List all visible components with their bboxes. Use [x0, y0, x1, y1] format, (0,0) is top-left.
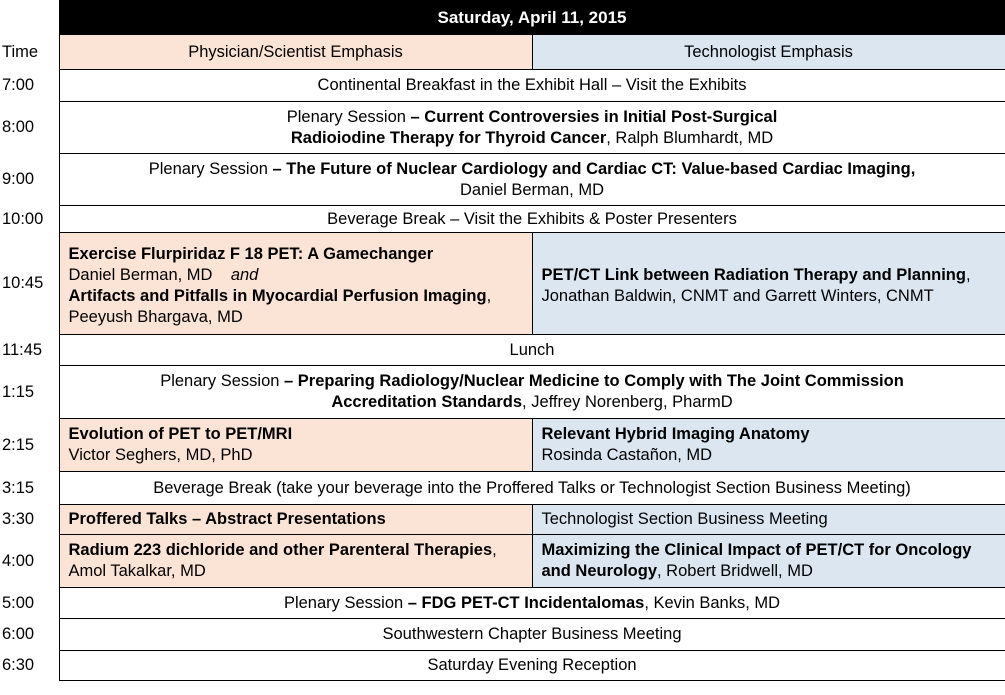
session-prefix: Plenary Session	[286, 107, 411, 126]
session-plenary-joint-commission	[59, 366, 1005, 419]
session-title: Proffered Talks – Abstract Presentations	[68, 510, 386, 528]
session-chapter-business-meeting: Southwestern Chapter Business Meeting	[59, 619, 1005, 651]
schedule-row-315	[0, 472, 1005, 505]
session-speaker: , Robert Bridwell, MD	[657, 562, 813, 580]
session-title: PET/CT Link between Radiation Therapy and Planning	[541, 265, 966, 284]
session-flurpiridaz	[59, 233, 532, 335]
schedule-row-1145	[0, 335, 1005, 366]
time-label: 7:00	[2, 76, 35, 94]
time-label: 2:15	[2, 435, 35, 454]
session-title: Relevant Hybrid Imaging Anatomy	[541, 425, 810, 443]
schedule-row-400	[0, 535, 1005, 588]
session-plenary-incidentalomas	[59, 588, 1005, 619]
session-title: – The Future of Nuclear Cardiology and Cardiac CT: Value-based Cardiac Imaging,	[272, 159, 916, 178]
time-label: 9:00	[2, 170, 35, 188]
schedule-row-500	[0, 588, 1005, 619]
date-header: Saturday, April 11, 2015	[59, 1, 1005, 35]
session-title: Exercise Flurpiridaz F 18 PET: A Gamechanger	[68, 244, 434, 263]
session-prefix: Plenary Session	[283, 593, 408, 612]
physician-column-header: Physician/Scientist Emphasis	[59, 35, 532, 70]
session-speaker: Victor Seghers, MD, PhD	[68, 446, 253, 464]
session-hybrid-anatomy	[532, 419, 1005, 472]
session-title-cont: Accreditation Standards	[331, 393, 523, 411]
schedule-row-115	[0, 366, 1005, 419]
session-pet-ct-oncology	[532, 535, 1005, 588]
session-breakfast: Continental Breakfast in the Exhibit Hall – Visit the Exhibits	[59, 70, 1005, 102]
conjunction-text: and	[230, 265, 259, 284]
session-title: Evolution of PET to PET/MRI	[68, 425, 293, 443]
column-header-row	[0, 35, 1005, 70]
time-label: 11:45	[2, 340, 43, 359]
session-evening-reception: Saturday Evening Reception	[59, 651, 1005, 681]
session-speaker: , Amol Takalkar, MD	[68, 541, 497, 580]
time-label: 3:30	[2, 510, 35, 528]
session-title: – Current Controversies in Initial Post-Surgical	[410, 107, 778, 126]
schedule-row-1000	[0, 206, 1005, 233]
session-speaker: , Ralph Blumhardt, MD	[606, 128, 774, 147]
session-title: – FDG PET-CT Incidentalomas	[407, 593, 645, 612]
session-title: – Preparing Radiology/Nuclear Medicine to Comply with The Joint Commission	[284, 372, 904, 390]
session-title: Maximizing the Clinical Impact of PET/CT for Oncology and Neurology	[541, 541, 972, 580]
session-title-second: Artifacts and Pitfalls in Myocardial Perfusion Imaging	[68, 286, 487, 305]
session-plenary-cardiology	[59, 154, 1005, 206]
time-label: 6:30	[2, 656, 35, 674]
time-column-label: Time	[2, 42, 39, 61]
session-radium-223	[59, 535, 532, 588]
schedule-row-800	[0, 102, 1005, 154]
session-proffered-talks	[59, 505, 532, 535]
session-speaker-second: , Peeyush Bhargava, MD	[68, 286, 492, 326]
session-pet-ct-link	[532, 233, 1005, 335]
session-lunch: Lunch	[59, 335, 1005, 366]
session-title: Radium 223 dichloride and other Parenteral Therapies	[68, 541, 493, 559]
time-label: 4:00	[2, 551, 35, 570]
schedule-row-215	[0, 419, 1005, 472]
technologist-column-header: Technologist Emphasis	[532, 35, 1005, 70]
schedule-row-330	[0, 505, 1005, 535]
schedule-row-900	[0, 154, 1005, 206]
session-prefix: Plenary Session	[160, 372, 285, 390]
schedule-row-1045	[0, 233, 1005, 335]
session-beverage-break: Beverage Break – Visit the Exhibits & Poster Presenters	[59, 206, 1005, 233]
schedule-row-700	[0, 70, 1005, 102]
session-speaker: , Jonathan Baldwin, CNMT and Garrett Winters, CNMT	[541, 265, 971, 305]
header-time-spacer	[0, 1, 59, 35]
session-plenary-thyroid	[59, 102, 1005, 154]
session-title-cont: Radioiodine Therapy for Thyroid Cancer	[290, 128, 607, 147]
session-beverage-break-2: Beverage Break (take your beverage into the Proffered Talks or Technologist Section Business Meeting)	[59, 472, 1005, 505]
session-speaker: Daniel Berman, MD	[460, 180, 604, 199]
session-technologist-business-meeting: Technologist Section Business Meeting	[532, 505, 1005, 535]
session-speaker: , Jeffrey Norenberg, PharmD	[522, 393, 733, 411]
time-label: 6:00	[2, 625, 35, 643]
session-prefix: Plenary Session	[148, 159, 273, 178]
schedule-row-600	[0, 619, 1005, 651]
session-pet-mri	[59, 419, 532, 472]
session-speaker: Rosinda Castañon, MD	[541, 446, 713, 464]
time-label: 10:00	[2, 209, 44, 228]
session-speaker: Daniel Berman, MD	[68, 265, 213, 284]
header-row	[0, 1, 1005, 35]
time-label: 3:15	[2, 478, 35, 497]
time-label: 5:00	[2, 593, 35, 612]
schedule-row-630	[0, 651, 1005, 681]
time-label: 8:00	[2, 118, 35, 136]
time-label: 1:15	[2, 382, 35, 401]
session-speaker: , Kevin Banks, MD	[644, 593, 781, 612]
time-label: 10:45	[2, 274, 44, 292]
